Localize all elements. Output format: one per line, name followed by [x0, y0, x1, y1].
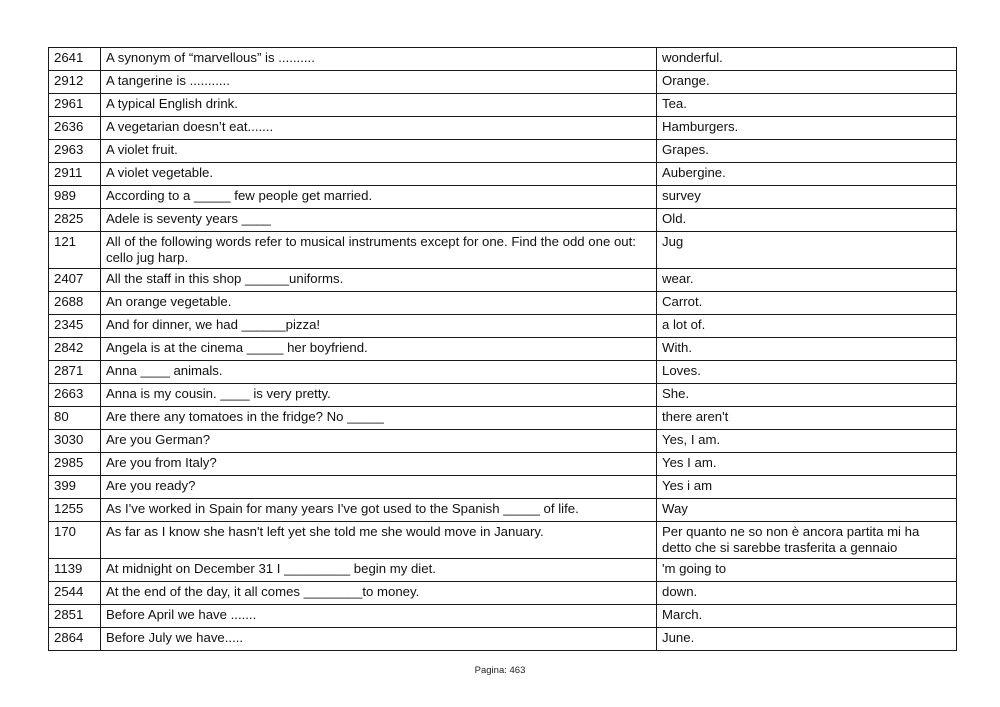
question-cell: A typical English drink.: [101, 94, 657, 117]
row-id-cell: 2825: [49, 209, 101, 232]
answer-cell: March.: [657, 605, 957, 628]
table-row: [49, 117, 957, 140]
answer-cell: Per quanto ne so non è ancora partita mi ha detto che si sarebbe trasferita a gennaio: [657, 522, 957, 559]
answer-cell: there aren't: [657, 407, 957, 430]
answer-cell: 'm going to: [657, 559, 957, 582]
row-id-cell: 2985: [49, 453, 101, 476]
row-id-cell: 2871: [49, 361, 101, 384]
question-cell: Anna is my cousin. ____ is very pretty.: [101, 384, 657, 407]
row-id-cell: 2407: [49, 269, 101, 292]
answer-cell: June.: [657, 628, 957, 651]
table-row: [49, 628, 957, 651]
answer-cell: survey: [657, 186, 957, 209]
question-cell: A vegetarian doesn’t eat.......: [101, 117, 657, 140]
table-row: [49, 559, 957, 582]
table-row: [49, 407, 957, 430]
row-id-cell: 2963: [49, 140, 101, 163]
row-id-cell: 2842: [49, 338, 101, 361]
row-id-cell: 1255: [49, 499, 101, 522]
table-row: [49, 186, 957, 209]
row-id-cell: 2851: [49, 605, 101, 628]
table-row: [49, 48, 957, 71]
answer-cell: Yes, I am.: [657, 430, 957, 453]
question-answer-table: [48, 47, 957, 651]
question-cell: And for dinner, we had ______pizza!: [101, 315, 657, 338]
answer-cell: wear.: [657, 269, 957, 292]
answer-cell: Yes i am: [657, 476, 957, 499]
answer-cell: down.: [657, 582, 957, 605]
row-id-cell: 2912: [49, 71, 101, 94]
question-cell: All of the following words refer to musical instruments except for one. Find the odd one out: cello jug harp.: [101, 232, 657, 269]
row-id-cell: 989: [49, 186, 101, 209]
answer-cell: Hamburgers.: [657, 117, 957, 140]
table-row: [49, 140, 957, 163]
row-id-cell: 2864: [49, 628, 101, 651]
question-cell: Angela is at the cinema _____ her boyfriend.: [101, 338, 657, 361]
question-cell: As far as I know she hasn't left yet she told me she would move in January.: [101, 522, 657, 559]
row-id-cell: 2961: [49, 94, 101, 117]
row-id-cell: 2544: [49, 582, 101, 605]
table-row: [49, 476, 957, 499]
row-id-cell: 2911: [49, 163, 101, 186]
answer-cell: Yes I am.: [657, 453, 957, 476]
question-cell: Before April we have .......: [101, 605, 657, 628]
question-cell: At the end of the day, it all comes ________to money.: [101, 582, 657, 605]
question-cell: Adele is seventy years ____: [101, 209, 657, 232]
question-cell: According to a _____ few people get married.: [101, 186, 657, 209]
table-row: [49, 292, 957, 315]
question-cell: A violet fruit.: [101, 140, 657, 163]
answer-cell: With.: [657, 338, 957, 361]
answer-cell: Tea.: [657, 94, 957, 117]
row-id-cell: 2663: [49, 384, 101, 407]
table-row: [49, 315, 957, 338]
question-cell: All the staff in this shop ______uniforms.: [101, 269, 657, 292]
table-row: [49, 209, 957, 232]
answer-cell: a lot of.: [657, 315, 957, 338]
answer-cell: Loves.: [657, 361, 957, 384]
question-cell: An orange vegetable.: [101, 292, 657, 315]
question-cell: Are you German?: [101, 430, 657, 453]
answer-cell: wonderful.: [657, 48, 957, 71]
table-row: [49, 582, 957, 605]
question-cell: Are there any tomatoes in the fridge? No _____: [101, 407, 657, 430]
question-cell: A synonym of “marvellous” is ..........: [101, 48, 657, 71]
answer-cell: Grapes.: [657, 140, 957, 163]
page-number: Pagina: 463: [474, 665, 526, 676]
answer-cell: Jug: [657, 232, 957, 269]
table-row: [49, 522, 957, 559]
row-id-cell: 2688: [49, 292, 101, 315]
question-cell: Before July we have.....: [101, 628, 657, 651]
row-id-cell: 170: [49, 522, 101, 559]
table-row: [49, 430, 957, 453]
row-id-cell: 80: [49, 407, 101, 430]
question-cell: A tangerine is ...........: [101, 71, 657, 94]
row-id-cell: 2345: [49, 315, 101, 338]
question-cell: Are you from Italy?: [101, 453, 657, 476]
question-cell: Are you ready?: [101, 476, 657, 499]
table-row: [49, 163, 957, 186]
row-id-cell: 2641: [49, 48, 101, 71]
table-row: [49, 361, 957, 384]
table-row: [49, 71, 957, 94]
table-row: [49, 384, 957, 407]
answer-cell: Carrot.: [657, 292, 957, 315]
question-cell: As I've worked in Spain for many years I've got used to the Spanish _____ of life.: [101, 499, 657, 522]
question-cell: At midnight on December 31 I _________ begin my diet.: [101, 559, 657, 582]
table-row: [49, 453, 957, 476]
answer-cell: Old.: [657, 209, 957, 232]
row-id-cell: 399: [49, 476, 101, 499]
table-body: [49, 48, 957, 651]
table-row: [49, 338, 957, 361]
row-id-cell: 1139: [49, 559, 101, 582]
table-row: [49, 605, 957, 628]
table-row: [49, 269, 957, 292]
answer-cell: Way: [657, 499, 957, 522]
row-id-cell: 3030: [49, 430, 101, 453]
answer-cell: She.: [657, 384, 957, 407]
table-row: [49, 232, 957, 269]
question-cell: A violet vegetable.: [101, 163, 657, 186]
row-id-cell: 121: [49, 232, 101, 269]
table-row: [49, 499, 957, 522]
question-cell: Anna ____ animals.: [101, 361, 657, 384]
table-row: [49, 94, 957, 117]
answer-cell: Aubergine.: [657, 163, 957, 186]
answer-cell: Orange.: [657, 71, 957, 94]
row-id-cell: 2636: [49, 117, 101, 140]
